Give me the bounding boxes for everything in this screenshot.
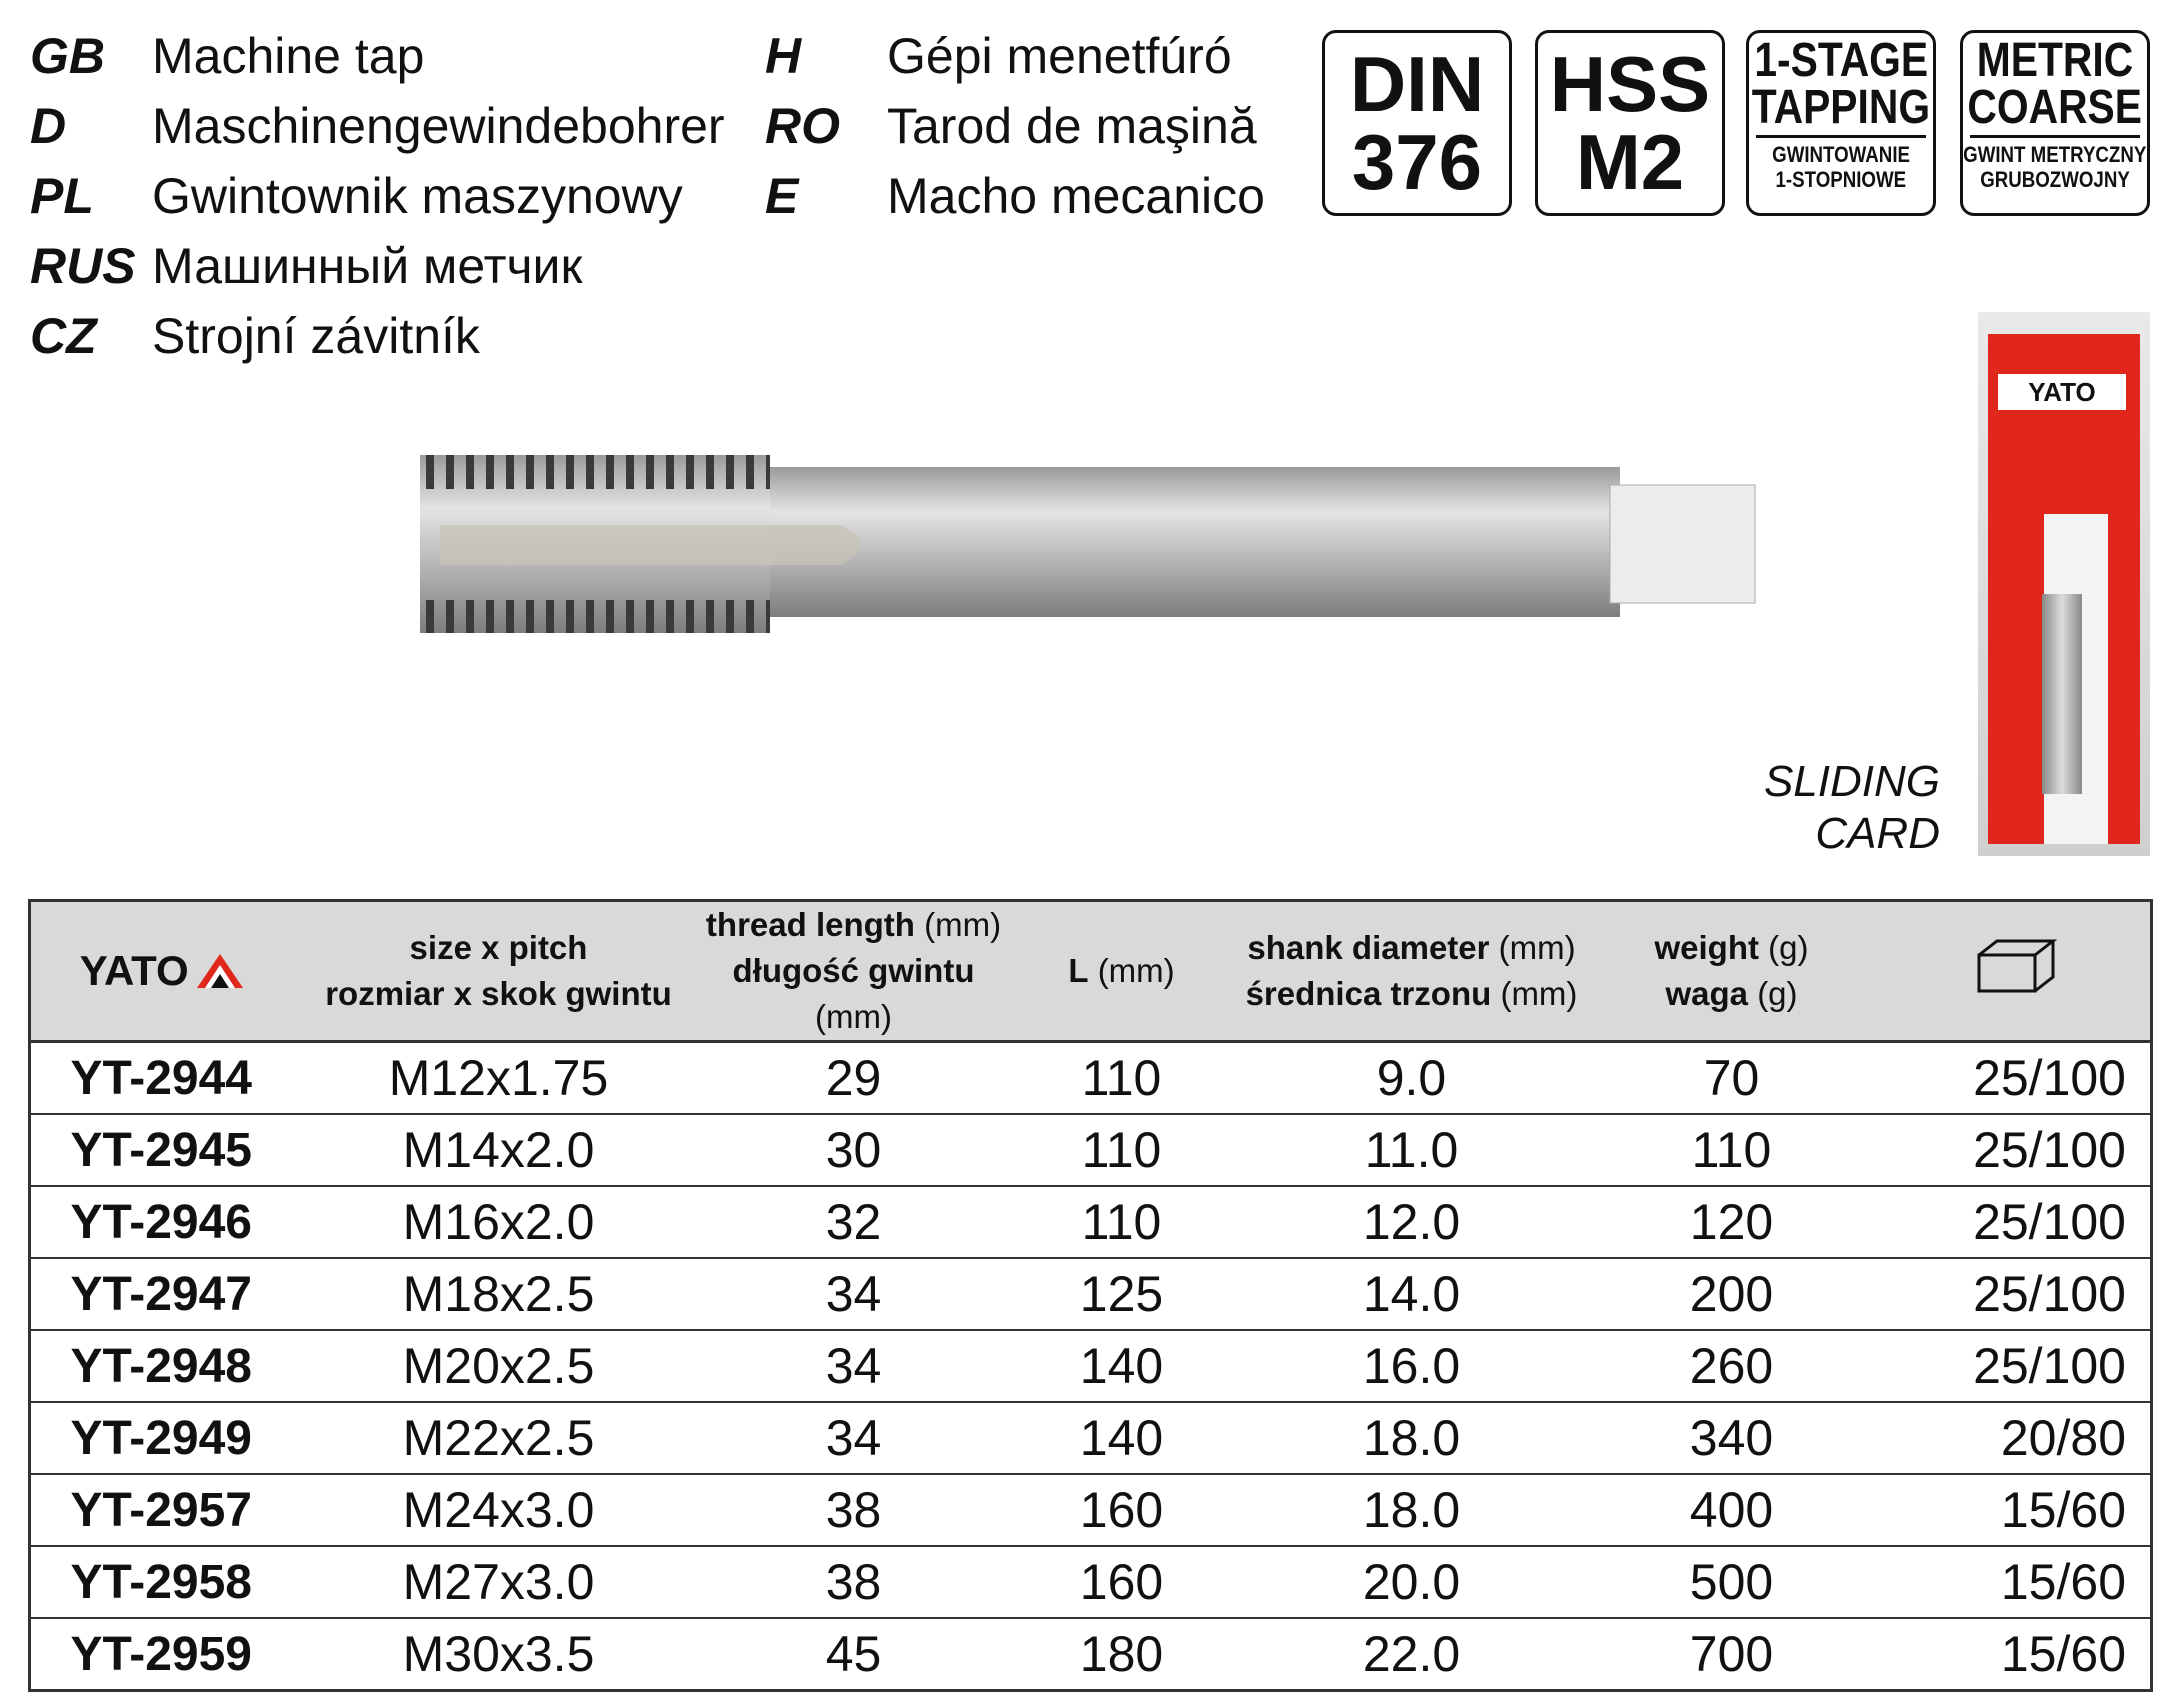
weight-cell: 700 xyxy=(1582,1618,1882,1691)
header-thread-en: thread length xyxy=(705,906,915,943)
stage-sub1: GWINTOWANIE xyxy=(1772,142,1910,167)
language-text: Machine tap xyxy=(152,28,425,84)
package-cell: 25/100 xyxy=(1882,1258,2152,1330)
header-size-pl: rozmiar x skok gwintu xyxy=(325,975,672,1012)
one-stage-tapping-badge xyxy=(1746,30,1936,216)
size-cell: M14x2.0 xyxy=(292,1114,706,1186)
hss-m2-badge xyxy=(1535,30,1725,216)
metric-sub2: GRUBOZWOJNY xyxy=(1980,167,2130,192)
thread-length-cell: 38 xyxy=(706,1474,1002,1546)
shank-diameter-cell: 22.0 xyxy=(1242,1618,1582,1691)
weight-cell: 400 xyxy=(1582,1474,1882,1546)
din-label: DIN xyxy=(1349,40,1485,128)
shank-diameter-cell: 12.0 xyxy=(1242,1186,1582,1258)
weight-cell: 110 xyxy=(1582,1114,1882,1186)
package-cell: 25/100 xyxy=(1882,1330,2152,1402)
card-red-panel xyxy=(1988,334,2140,844)
code-cell: YT-2946 xyxy=(30,1186,292,1258)
table-row xyxy=(30,1330,2152,1402)
sliding-card-label-line1: SLIDING xyxy=(1763,757,1940,806)
sliding-card-image xyxy=(1978,312,2150,856)
header-shank-en: shank diameter xyxy=(1247,929,1490,966)
header-thread-en-unit: (mm) xyxy=(924,906,1002,943)
table-row xyxy=(30,1042,2152,1115)
language-text: Gépi menetfúró xyxy=(887,28,1232,84)
package-cell: 25/100 xyxy=(1882,1114,2152,1186)
code-cell: YT-2949 xyxy=(30,1402,292,1474)
language-text: Машинный метчик xyxy=(152,238,583,294)
language-list-left xyxy=(30,21,750,381)
weight-cell: 260 xyxy=(1582,1330,1882,1402)
box-icon xyxy=(1975,937,2057,993)
header-package xyxy=(1882,901,2152,1042)
size-cell: M12x1.75 xyxy=(292,1042,706,1115)
header-shank-en-unit: (mm) xyxy=(1498,929,1576,966)
metric-coarse-badge xyxy=(1960,30,2150,216)
length-cell: 110 xyxy=(1002,1186,1242,1258)
yato-logo-icon xyxy=(197,954,243,988)
thread-length-cell: 32 xyxy=(706,1186,1002,1258)
language-code: D xyxy=(30,98,67,154)
thread-length-cell: 34 xyxy=(706,1258,1002,1330)
size-cell: M30x3.5 xyxy=(292,1618,706,1691)
header-shank-pl-unit: (mm) xyxy=(1500,975,1578,1012)
language-code: E xyxy=(765,168,799,224)
weight-cell: 340 xyxy=(1582,1402,1882,1474)
length-cell: 180 xyxy=(1002,1618,1242,1691)
sliding-card-label xyxy=(1700,756,1940,860)
thread-length-cell: 30 xyxy=(706,1114,1002,1186)
table-row xyxy=(30,1618,2152,1691)
table-row xyxy=(30,1114,2152,1186)
header-length-unit: (mm) xyxy=(1097,952,1175,989)
sliding-card-label-line2: CARD xyxy=(1815,809,1940,858)
weight-cell: 120 xyxy=(1582,1186,1882,1258)
shank-diameter-cell: 14.0 xyxy=(1242,1258,1582,1330)
length-cell: 125 xyxy=(1002,1258,1242,1330)
language-code: GB xyxy=(30,28,105,84)
shank-diameter-cell: 18.0 xyxy=(1242,1402,1582,1474)
metric-line2: COARSE xyxy=(1967,81,2143,134)
table-row xyxy=(30,1546,2152,1618)
size-cell: M20x2.5 xyxy=(292,1330,706,1402)
language-text: Gwintownik maszynowy xyxy=(152,168,683,224)
length-cell: 110 xyxy=(1002,1114,1242,1186)
code-cell: YT-2945 xyxy=(30,1114,292,1186)
table-row xyxy=(30,1402,2152,1474)
header-shank xyxy=(1242,901,1582,1042)
thread-length-cell: 34 xyxy=(706,1330,1002,1402)
header-thread-pl: długość gwintu xyxy=(732,952,975,989)
card-tap-preview xyxy=(2042,594,2082,794)
package-cell: 15/60 xyxy=(1882,1546,2152,1618)
length-cell: 160 xyxy=(1002,1546,1242,1618)
header-weight-pl: waga xyxy=(1665,975,1749,1012)
language-text: Strojní závitník xyxy=(152,308,480,364)
code-cell: YT-2959 xyxy=(30,1618,292,1691)
length-cell: 160 xyxy=(1002,1474,1242,1546)
length-cell: 140 xyxy=(1002,1330,1242,1402)
package-cell: 15/60 xyxy=(1882,1474,2152,1546)
machine-tap-image xyxy=(420,455,1760,650)
header-brand xyxy=(30,901,292,1042)
language-code: RO xyxy=(765,98,840,154)
badge-divider xyxy=(1756,135,1925,138)
language-code: PL xyxy=(30,168,94,224)
header-weight-en: weight xyxy=(1654,929,1759,966)
language-code: H xyxy=(765,28,802,84)
table-row xyxy=(30,1186,2152,1258)
package-cell: 15/60 xyxy=(1882,1618,2152,1691)
weight-cell: 500 xyxy=(1582,1546,1882,1618)
length-cell: 110 xyxy=(1002,1042,1242,1115)
size-cell: M18x2.5 xyxy=(292,1258,706,1330)
metric-sub1: GWINT METRYCZNY xyxy=(1963,142,2147,167)
size-cell: M27x3.0 xyxy=(292,1546,706,1618)
din-376-badge xyxy=(1322,30,1512,216)
code-cell: YT-2957 xyxy=(30,1474,292,1546)
code-cell: YT-2958 xyxy=(30,1546,292,1618)
header-length-label: L xyxy=(1068,952,1089,989)
badge-divider xyxy=(1970,135,2139,138)
language-code: RUS xyxy=(30,238,136,294)
thread-length-cell: 29 xyxy=(706,1042,1002,1115)
size-cell: M22x2.5 xyxy=(292,1402,706,1474)
package-cell: 25/100 xyxy=(1882,1042,2152,1115)
size-cell: M24x3.0 xyxy=(292,1474,706,1546)
table-row xyxy=(30,1258,2152,1330)
code-cell: YT-2944 xyxy=(30,1042,292,1115)
shank-diameter-cell: 20.0 xyxy=(1242,1546,1582,1618)
header-thread-pl-unit: (mm) xyxy=(815,998,892,1035)
stage-line1: 1-STAGE xyxy=(1754,34,1928,87)
metric-line1: METRIC xyxy=(1976,34,2134,87)
header-length xyxy=(1002,901,1242,1042)
size-cell: M16x2.0 xyxy=(292,1186,706,1258)
code-cell: YT-2948 xyxy=(30,1330,292,1402)
language-list-right xyxy=(765,21,1285,241)
weight-cell: 70 xyxy=(1582,1042,1882,1115)
header-weight xyxy=(1582,901,1882,1042)
thread-length-cell: 38 xyxy=(706,1546,1002,1618)
header-weight-en-unit: (g) xyxy=(1768,929,1809,966)
package-cell: 25/100 xyxy=(1882,1186,2152,1258)
header-weight-pl-unit: (g) xyxy=(1757,975,1798,1012)
header-thread xyxy=(706,901,1002,1042)
hss-label: HSS xyxy=(1549,40,1711,128)
din-number: 376 xyxy=(1351,118,1483,206)
thread-length-cell: 34 xyxy=(706,1402,1002,1474)
language-text: Tarod de maşină xyxy=(887,98,1257,154)
weight-cell: 200 xyxy=(1582,1258,1882,1330)
header-size xyxy=(292,901,706,1042)
code-cell: YT-2947 xyxy=(30,1258,292,1330)
shank-diameter-cell: 11.0 xyxy=(1242,1114,1582,1186)
shank-diameter-cell: 9.0 xyxy=(1242,1042,1582,1115)
package-cell: 20/80 xyxy=(1882,1402,2152,1474)
yato-logo: YATO xyxy=(79,947,189,994)
card-yato-logo: YATO xyxy=(1998,374,2126,410)
language-code: CZ xyxy=(30,308,97,364)
stage-line2: TAPPING xyxy=(1751,81,1931,134)
stage-sub2: 1-STOPNIOWE xyxy=(1775,167,1907,192)
product-table xyxy=(28,899,2153,1692)
language-text: Macho mecanico xyxy=(887,168,1265,224)
thread-length-cell: 45 xyxy=(706,1618,1002,1691)
m2-label: M2 xyxy=(1575,118,1685,206)
table-row xyxy=(30,1474,2152,1546)
shank-diameter-cell: 16.0 xyxy=(1242,1330,1582,1402)
header-shank-pl: średnica trzonu xyxy=(1245,975,1492,1012)
language-text: Maschinengewindebohrer xyxy=(152,98,725,154)
table-header-row xyxy=(30,901,2152,1042)
header-size-en: size x pitch xyxy=(409,929,588,966)
length-cell: 140 xyxy=(1002,1402,1242,1474)
shank-diameter-cell: 18.0 xyxy=(1242,1474,1582,1546)
